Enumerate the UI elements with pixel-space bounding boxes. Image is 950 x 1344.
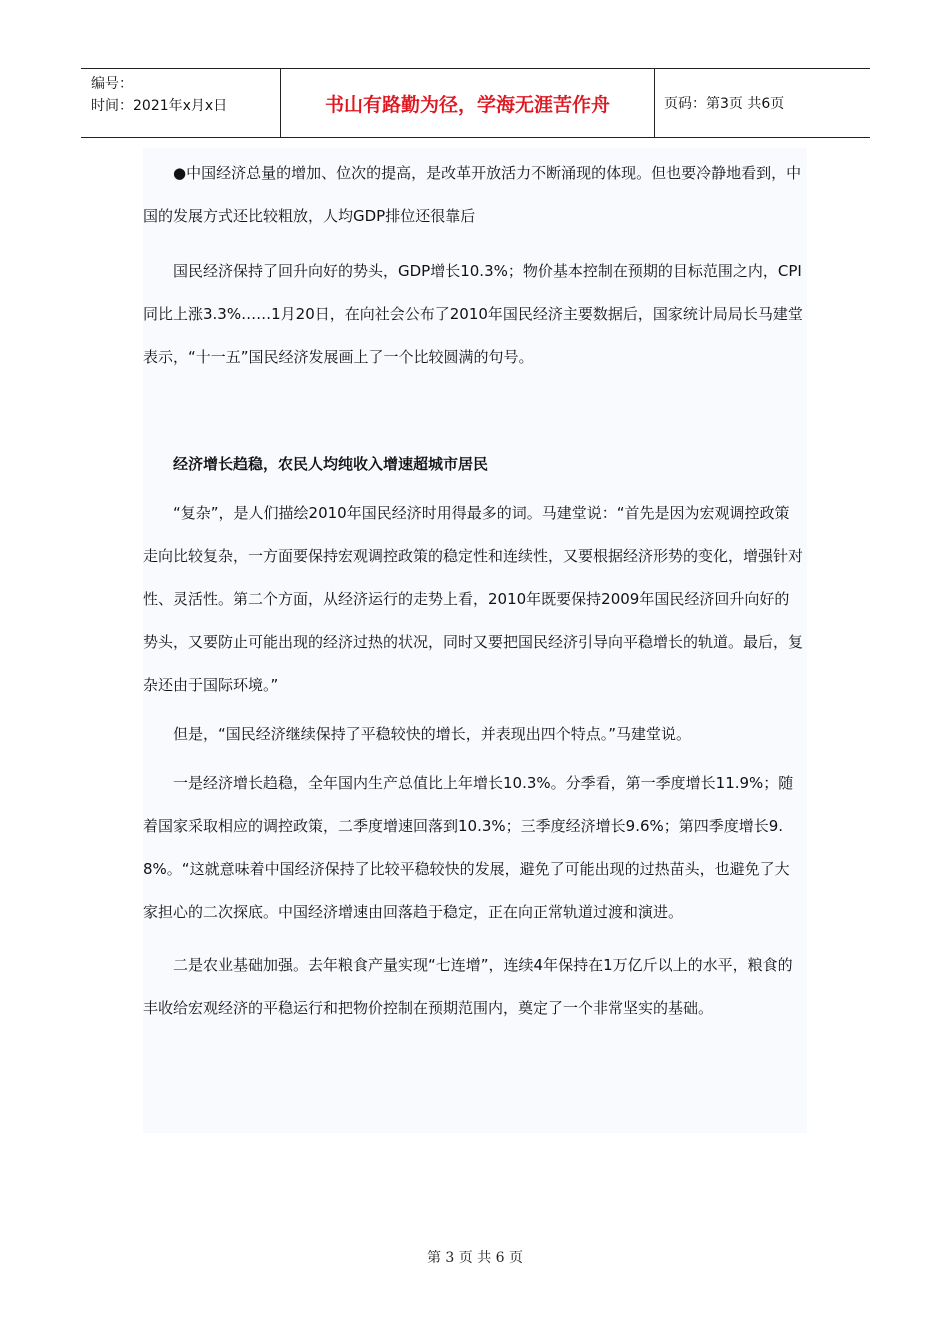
header-meta — [81, 69, 281, 137]
header-page-info: 页码：第3页 共6页 — [664, 96, 785, 112]
document-body — [143, 152, 803, 1030]
document-header — [81, 68, 870, 138]
paragraph-5: 一是经济增长趋稳，全年国内生产总值比上年增长10.3%。分季看，第一季度增长11.9%；随着国家采取相应的调控政策，二季度增速回落到10.3%；三季度经济增长9.6%；第四季度增长9.8%。“这就意味着中国经济保持了比较平稳较快的发展，避免了可能出现的过热苗头，也避免了大家担心的二次探底。中国经济增速由回落趋于稳定，正在向正常轨道过渡和演进。 — [143, 774, 794, 921]
page-footer: 第 3 页 共 6 页 — [426, 1250, 524, 1266]
time-label: 时间：2021年x月x日 — [91, 98, 228, 114]
section-heading: 经济增长趋稳，农民人均纯收入增速超城市居民 — [173, 455, 489, 473]
paragraph-4: 但是，“国民经济继续保持了平稳较快的增长，并表现出四个特点。”马建堂说。 — [173, 725, 692, 743]
paragraph-6: 二是农业基础加强。去年粮食产量实现“七连增”，连续4年保持在1万亿斤以上的水平，粮食的丰收给宏观经济的平稳运行和把物价控制在预期范围内，奠定了一个非常坚实的基础。 — [143, 956, 793, 1017]
paragraph-2: 国民经济保持了回升向好的势头，GDP增长10.3%；物价基本控制在预期的目标范围之内，CPI同比上涨3.3%……1月20日，在向社会公布了2010年国民经济主要数据后，国家统计局局长马建堂表示，“十一五”国民经济发展画上了一个比较圆满的句号。 — [143, 262, 803, 366]
number-label: 编号： — [91, 76, 133, 92]
header-motto: 书山有路勤为径，学海无涯苦作舟 — [281, 69, 655, 137]
paragraph-3: “复杂”，是人们描绘2010年国民经济时用得最多的词。马建堂说：“首先是因为宏观调控政策走向比较复杂，一方面要保持宏观调控政策的稳定性和连续性，又要根据经济形势的变化，增强针对性、灵活性。第二个方面，从经济运行的走势上看，2010年既要保持2009年国民经济回升向好的势头，又要防止可能出现的经济过热的状况，同时又要把国民经济引导向平稳增长的轨道。最后，复杂还由于国际环境。” — [143, 504, 804, 694]
paragraph-1: ●中国经济总量的增加、位次的提高，是改革开放活力不断涌现的体现。但也要冷静地看到，中国的发展方式还比较粗放，人均GDP排位还很靠后 — [143, 164, 802, 225]
